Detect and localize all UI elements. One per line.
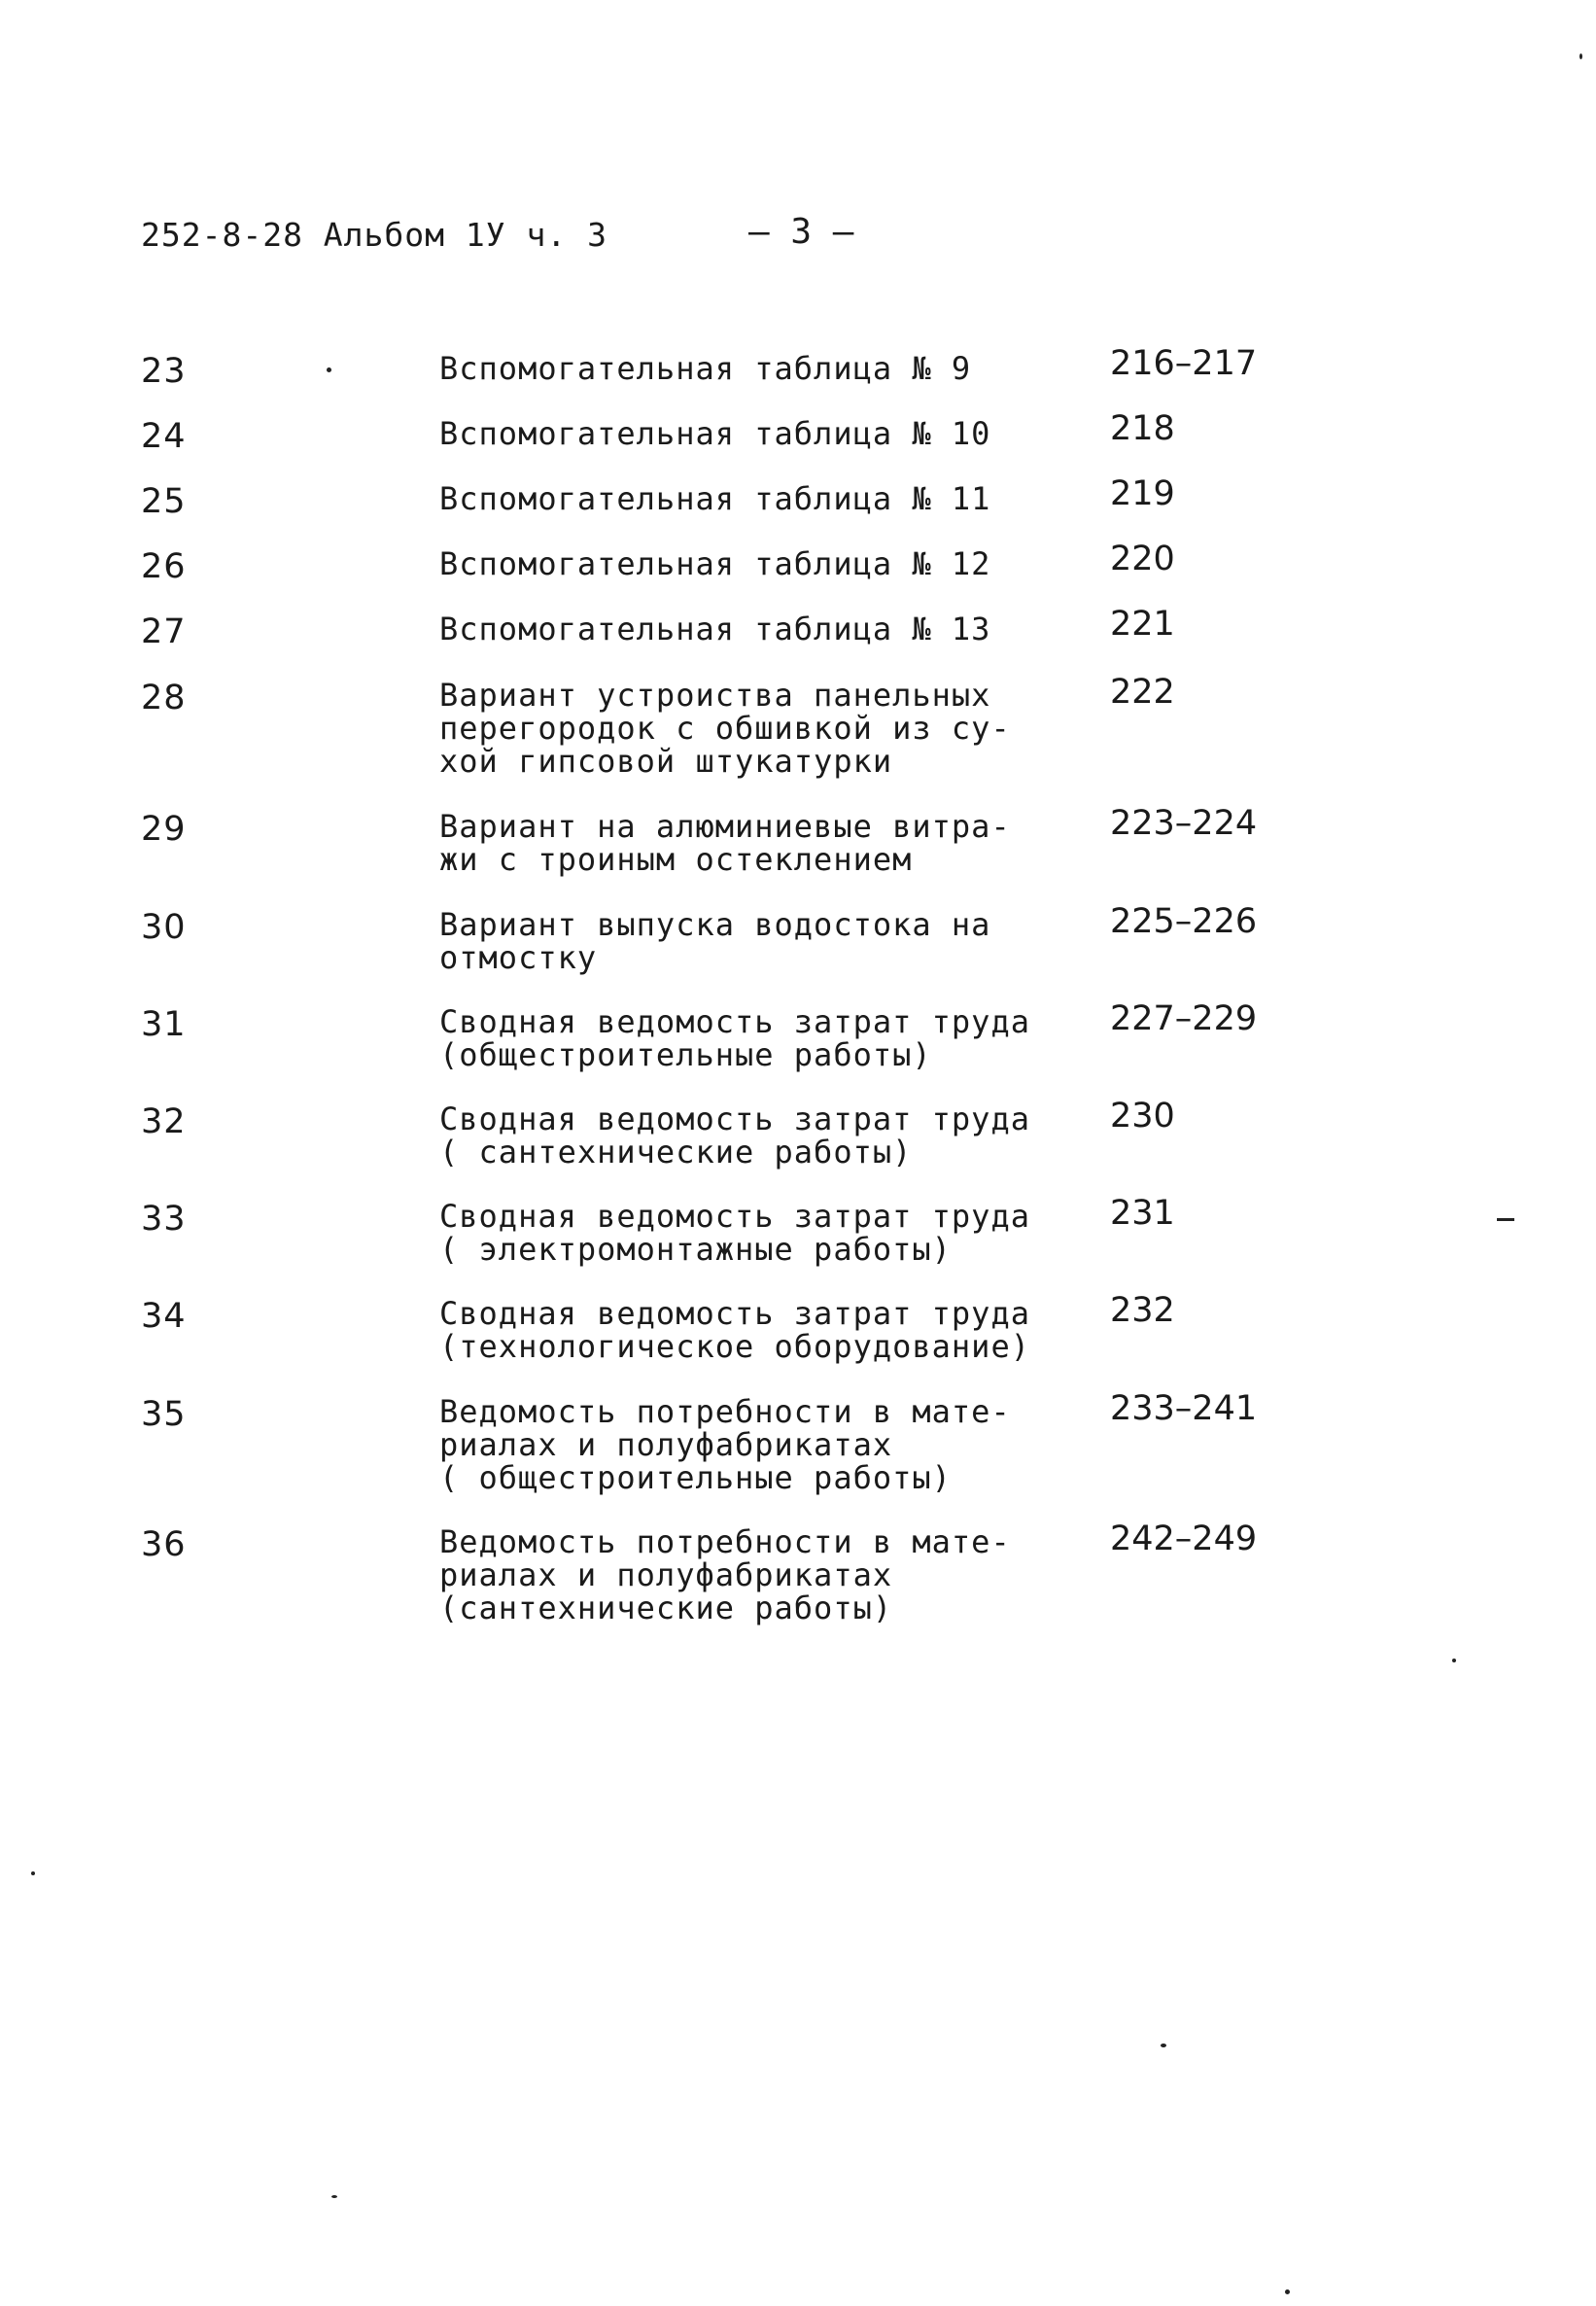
toc-row-number: 27: [141, 612, 187, 651]
toc-row-pages: 231: [1110, 1194, 1175, 1233]
toc-row-pages: 230: [1110, 1097, 1175, 1136]
toc-row-pages: 220: [1110, 540, 1175, 578]
toc-row-number: 33: [141, 1200, 187, 1239]
toc-row-title: Вспомогательная таблица № 13: [439, 611, 991, 647]
toc-row-pages: 227–229: [1110, 999, 1258, 1038]
toc-row-pages: 223–224: [1110, 804, 1258, 843]
toc-row-pages: 225–226: [1110, 902, 1258, 941]
toc-row-title: Сводная ведомость затрат труда (технологическое оборудование): [439, 1295, 1030, 1365]
toc-row-number: 36: [141, 1525, 187, 1564]
toc-row-number: 30: [141, 908, 187, 947]
toc-row-title: Вариант выпуска водостока на отмостку: [439, 906, 991, 976]
toc-row-pages: 221: [1110, 605, 1175, 644]
scan-speck: [1579, 53, 1582, 59]
scan-speck: [327, 367, 331, 372]
toc-row-pages: 216–217: [1110, 344, 1258, 383]
toc-row-pages: 222: [1110, 673, 1175, 712]
toc-row-pages: 233–241: [1110, 1389, 1258, 1428]
document-code: 252-8-28 Альбом 1У ч. 3: [141, 216, 607, 254]
toc-row-title: Ведомость потребности в мате- риалах и полуфабрикатах ( общестроительные работы): [439, 1393, 1011, 1496]
toc-row-pages: 232: [1110, 1291, 1175, 1330]
scan-speck: [1285, 2289, 1290, 2294]
toc-row-title: Вспомогательная таблица № 9: [439, 350, 972, 387]
toc-row-number: 26: [141, 547, 187, 586]
toc-row-number: 32: [141, 1102, 187, 1141]
toc-row-number: 29: [141, 810, 187, 849]
toc-row-number: 31: [141, 1005, 187, 1044]
toc-row-title: Вариант на алюминиевые витра- жи с троиным остеклением: [439, 808, 1011, 878]
toc-row-number: 24: [141, 417, 187, 456]
page-number: – 3 –: [748, 212, 854, 252]
toc-row-title: Сводная ведомость затрат труда ( электромонтажные работы): [439, 1198, 1030, 1268]
toc-row-title: Вспомогательная таблица № 11: [439, 480, 991, 517]
toc-row-number: 23: [141, 352, 187, 391]
toc-row-number: 28: [141, 679, 187, 717]
toc-row-title: Вспомогательная таблица № 12: [439, 545, 991, 582]
scan-speck: [31, 1871, 35, 1875]
toc-row-pages: 219: [1110, 474, 1175, 513]
toc-row-title: Сводная ведомость затрат труда ( сантехнические работы): [439, 1101, 1030, 1170]
toc-row-pages: 242–249: [1110, 1520, 1258, 1558]
toc-row-number: 35: [141, 1395, 187, 1434]
toc-row-pages: 218: [1110, 409, 1175, 448]
toc-row-number: 25: [141, 482, 187, 521]
scan-mark: [1497, 1218, 1514, 1221]
toc-row-title: Вариант устроиства панельных перегородок с обшивкой из су- хой гипсовой штукатурки: [439, 677, 1011, 780]
scan-speck: [1161, 2044, 1166, 2047]
toc-row-title: Сводная ведомость затрат труда (общестроительные работы): [439, 1003, 1030, 1073]
document-header: [141, 216, 617, 254]
scan-speck: [1452, 1659, 1456, 1662]
toc-row-title: Ведомость потребности в мате- риалах и полуфабрикатах (сантехнические работы): [439, 1523, 1011, 1626]
toc-row-number: 34: [141, 1297, 187, 1336]
toc-row-title: Вспомогательная таблица № 10: [439, 415, 991, 452]
scan-speck: [331, 2195, 337, 2198]
